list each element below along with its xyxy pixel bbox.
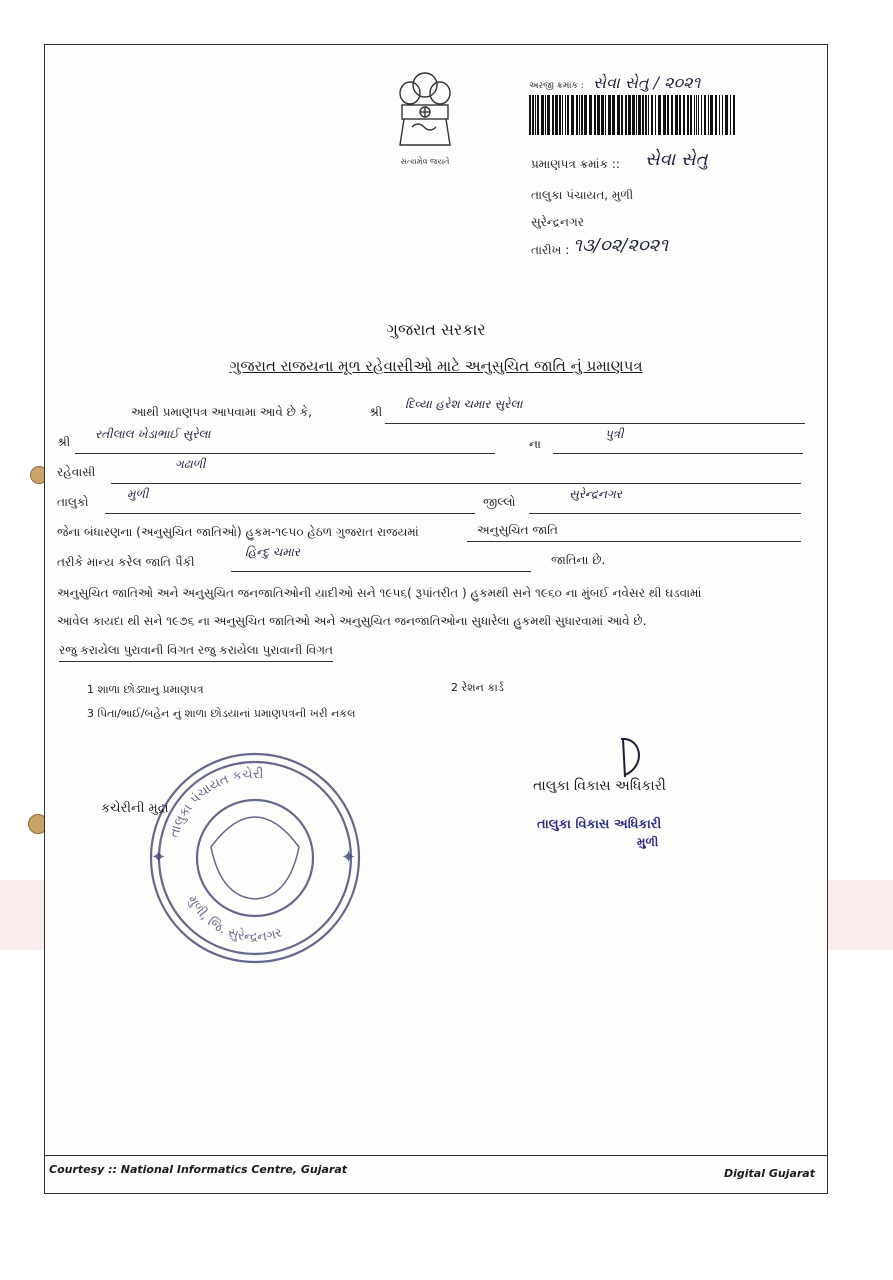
evidence-item-2: 2 રેશન કાર્ડ — [451, 681, 504, 694]
barcode-bar — [567, 95, 569, 135]
caste-suffix: જાતિના છે. — [551, 553, 606, 567]
schedule-paragraph-2: આવેલ કાયદા થી સને ૧૯૭૬ ના અનુસુચિત જાતિઓ અને અનુસુચિત જનજાતિઓના સુધારેલા હુકમથી સુધારવામાં આવે છે. — [57, 614, 647, 628]
barcode-bar — [708, 95, 709, 135]
evidence-heading: રજુ કરાયેલા પુરાવાની વિગત રજુ કરાયેલા પુરાવાની વિગત — [59, 643, 333, 662]
certificate-number: સેવા સેતુ — [645, 149, 708, 170]
father-name: રતીલાલ ખેડાભાઈ સુરેલા — [95, 427, 211, 441]
resident-value: ગઢાળી — [175, 457, 206, 471]
barcode-bar — [529, 95, 531, 135]
barcode-bar — [655, 95, 656, 135]
barcode-bar — [541, 95, 544, 135]
constitution-text: જેના બંધારણના (અનુસુચિત જાતિઓ) હુકમ-૧૯૫૦ હેઠળ ગુજરાત રાજયમાં — [57, 525, 419, 539]
shri2-label: શ્રી — [57, 435, 71, 449]
barcode-bar — [537, 95, 539, 135]
barcode-bar — [636, 95, 637, 135]
barcode-bar — [704, 95, 706, 135]
barcode-bar — [679, 95, 681, 135]
barcode-bar — [687, 95, 689, 135]
barcode-bar — [645, 95, 647, 135]
certificate-number-label: પ્રમાણપત્ર ક્રમાંક :: — [531, 157, 620, 171]
barcode-bar — [547, 95, 550, 135]
barcode-bar — [663, 95, 666, 135]
recognized-label: તરીકે માન્ય કરેલ જાતિ પૈકી — [57, 555, 195, 569]
barcode-bar — [648, 95, 649, 135]
barcode-bar — [589, 95, 592, 135]
barcode-bar — [562, 95, 563, 135]
national-emblem-icon — [390, 67, 460, 157]
barcode-bar — [651, 95, 653, 135]
intro-text: આથી પ્રમાણપત્ર આપવામા આવે છે કે, — [131, 405, 312, 419]
barcode-bar — [579, 95, 580, 135]
barcode-bar — [608, 95, 611, 135]
barcode-bar — [565, 95, 566, 135]
barcode-bar — [535, 95, 536, 135]
barcode-bar — [576, 95, 578, 135]
certificate-page — [44, 44, 828, 1194]
stamp-ring-top: તાલુકા પંચાયત કચેરી — [166, 766, 264, 840]
schedule-paragraph-1: અનુસુચિત જાતિઓ અને અનુસુચિત જનજાતિઓની યાદીઓ સને ૧૯૫૬( રૂપાંતરીત ) હુકમથી સને ૧૯૬૦ ના મુંબઈ નવેસર થી ઘડવામાં — [57, 586, 702, 600]
date-value: ૧૩/૦૨/૨૦૨૧ — [573, 235, 669, 256]
barcode-bar — [545, 95, 546, 135]
footer-courtesy: Courtesy :: National Informatics Centre, Gujarat — [49, 1163, 348, 1176]
barcode-bar — [617, 95, 620, 135]
date-label: તારીખ : — [531, 243, 570, 257]
barcode-bar — [612, 95, 615, 135]
footer-rule — [45, 1155, 827, 1156]
shri-label: શ્રી — [369, 405, 383, 419]
barcode-bar — [701, 95, 702, 135]
barcode — [529, 95, 737, 135]
stamp-ring-bottom: મુળી, જિ. સુરેન્દ્રનગર — [184, 893, 285, 946]
barcode-bar — [658, 95, 661, 135]
officer-stamp-line-1: તાલુકા વિકાસ અધિકારી — [537, 817, 662, 832]
barcode-bar — [638, 95, 641, 135]
barcode-bar — [725, 95, 728, 135]
district-label: જીલ્લો — [483, 495, 516, 509]
barcode-bar — [698, 95, 699, 135]
barcode-bar — [667, 95, 669, 135]
barcode-bar — [722, 95, 723, 135]
barcode-bar — [733, 95, 735, 135]
office-seal-label: કચેરીની મુદ્રા — [101, 801, 169, 816]
na-label: ના — [529, 437, 541, 451]
officer-title: તાલુકા વિકાસ અધિકારી — [533, 778, 666, 794]
office-line-2: સુરેન્દ્રનગર — [531, 215, 584, 229]
office-line-1: તાલુકા પંચાયત, મુળી — [531, 188, 634, 202]
barcode-bar — [719, 95, 720, 135]
svg-text:✦: ✦ — [151, 847, 167, 868]
officer-stamp-line-2: મુળી — [637, 835, 659, 849]
barcode-bar — [730, 95, 731, 135]
barcode-bar — [694, 95, 695, 135]
barcode-bar — [683, 95, 685, 135]
application-label: અરજી ક્રમાંક : — [529, 81, 584, 91]
officer-signature — [613, 735, 649, 781]
barcode-bar — [675, 95, 678, 135]
barcode-bar — [594, 95, 596, 135]
barcode-bar — [632, 95, 635, 135]
barcode-bar — [532, 95, 534, 135]
evidence-item-3: 3 પિતા/ભાઈ/બહેન નું શાળા છોડયાનાં પ્રમાણપત્રની ખરી નકલ — [87, 707, 356, 720]
barcode-bar — [555, 95, 558, 135]
barcode-bar — [710, 95, 713, 135]
barcode-bar — [581, 95, 583, 135]
barcode-bar — [597, 95, 600, 135]
barcode-bar — [571, 95, 574, 135]
office-seal-stamp — [141, 747, 369, 969]
barcode-bar — [715, 95, 717, 135]
svg-text:✦: ✦ — [341, 847, 357, 868]
barcode-bar — [625, 95, 627, 135]
barcode-bar — [642, 95, 644, 135]
caste-value: હિન્દુ ચમાર — [245, 545, 300, 559]
barcode-bar — [628, 95, 631, 135]
taluka-label: તાલુકો — [57, 495, 89, 509]
barcode-bar — [584, 95, 587, 135]
barcode-bar — [696, 95, 697, 135]
applicant-name: દિવ્યા હરેશ ચમાર સુરેલા — [405, 397, 523, 411]
category-value: અનુસુચિત જાતિ — [477, 523, 558, 537]
document-title: ગુજરાત સરકાર — [386, 320, 486, 339]
barcode-bar — [605, 95, 606, 135]
document-subtitle: ગુજરાત રાજયના મૂળ રહેવાસીઓ માટે અનુસુચિત જાતિ નું પ્રમાણપત્ર — [229, 357, 643, 375]
footer-digital-gujarat: Digital Gujarat — [724, 1167, 815, 1180]
resident-label: રહેવાસી — [57, 465, 96, 479]
district-value: સુરેન્દ્રનગર — [569, 487, 622, 501]
barcode-bar — [601, 95, 604, 135]
barcode-bar — [559, 95, 561, 135]
relation-value: પુત્રી — [605, 427, 624, 441]
taluka-value: મુળી — [127, 487, 149, 501]
emblem-motto: સત્યમેવ જયતે — [400, 157, 450, 166]
barcode-bar — [671, 95, 673, 135]
barcode-bar — [552, 95, 554, 135]
barcode-bar — [621, 95, 623, 135]
barcode-bar — [690, 95, 692, 135]
evidence-item-1: 1 શાળા છોડ્યાનુ પ્રમાણપત્ર — [87, 683, 204, 696]
application-number: સેવા સેતુ / ૨૦૨૧ — [593, 73, 701, 92]
